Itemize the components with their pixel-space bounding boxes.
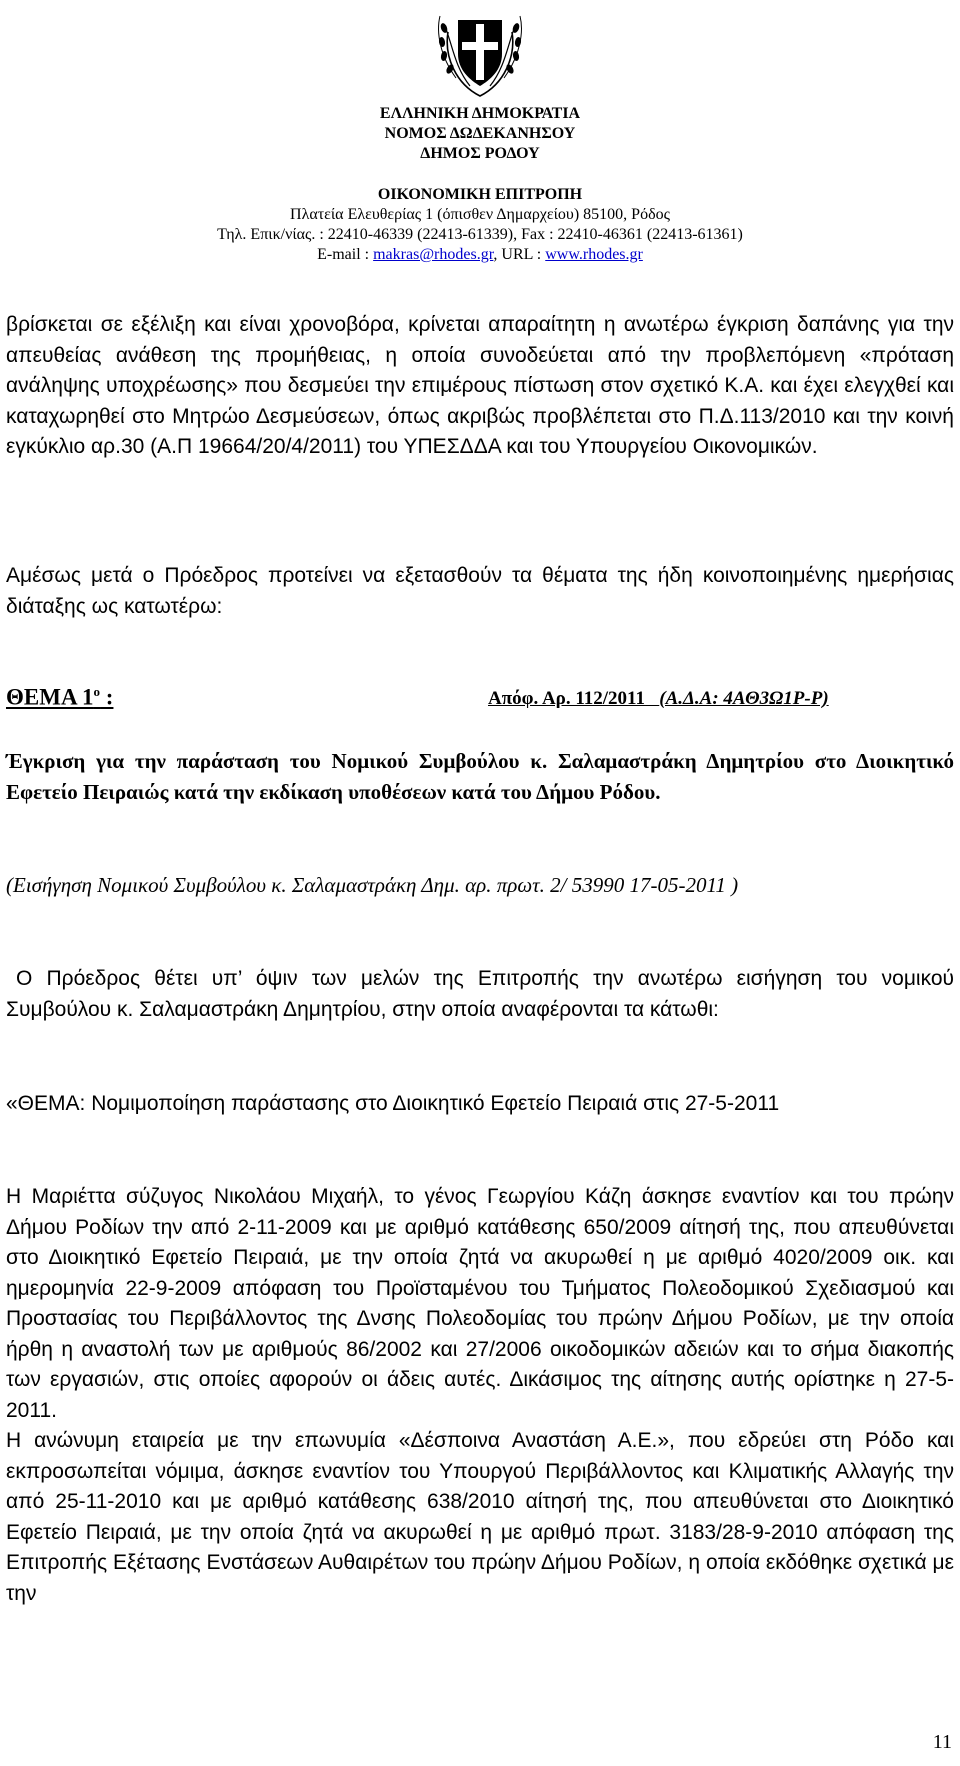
paragraph-case-2: Η ανώνυμη εταιρεία με την επωνυμία «Δέσποινα Αναστάση Α.Ε.», που εδρεύει στη Ρόδο και εκπροσωπείται νόμιμα, άσκησε εναντίον του Υπουργού Περιβάλλοντος και Κλιματικής Αλλαγής την από 25-11-2010 και με αριθμό κατάθεσης 638/2010 αίτησή της, που απευθύνεται στο Διοικητικό Εφετείο Πειραιά, με την οποία ζητά να ακυρωθεί η με αριθμό πρωτ. 3183/28-9-2010 απόφαση της Επιτροπής Εξέτασης Ενστάσεων Αυθαιρέτων του πρώην Δήμου Ροδίων, η οποία εκδόθηκε σχετικά με την	[6, 1429, 954, 1605]
ada-code: (Α.Δ.Α: 4ΑΘ3Ω1Ρ-Ρ)	[659, 688, 829, 709]
municipality-line: ΔΗΜΟΣ ΡΟΔΟΥ	[420, 145, 540, 162]
prefecture-line: ΝΟΜΟΣ ΔΩΔΕΚΑΝΗΣΟΥ	[384, 125, 576, 142]
topic-subject: Έγκριση για την παράσταση του Νομικού Συμβούλου κ. Σαλαμαστράκη Δημητρίου στο Διοικητικό Εφετείο Πειραιώς κατά την εκδίκαση υποθέσεων κατά του Δήμου Ρόδου.	[6, 749, 954, 804]
paragraph-agenda-intro: Αμέσως μετά ο Πρόεδρος προτείνει να εξετασθούν τα θέματα της ήδη κοινοποιημένης ημερήσιας διάταξης ως κατωτέρω:	[6, 564, 954, 618]
proposal-reference: (Εισήγηση Νομικού Συμβούλου κ. Σαλαμαστράκη Δημ. αρ. πρωτ. 2/ 53990 17-05-2011 )	[6, 873, 739, 897]
website-link[interactable]: www.rhodes.gr	[545, 246, 643, 263]
committee-title: ΟΙΚΟΝΟΜΙΚΗ ΕΠΙΤΡΟΠΗ	[377, 186, 583, 203]
page-number: 11	[932, 1731, 952, 1753]
greek-coat-of-arms-emblem	[430, 2, 530, 102]
paragraph-theme: «ΘΕΜΑ: Νομιμοποίηση παράστασης στο Διοικητικό Εφετείο Πειραιά στις 27-5-2011	[6, 1092, 780, 1115]
committee-header	[150, 185, 810, 265]
paragraph-president: Ο Πρόεδρος θέτει υπ’ όψιν των μελών της Επιτροπής την ανωτέρω εισήγηση του νομικού Συμβούλου κ. Σαλαμαστράκη Δημητρίου, στην οποία αναφέρονται τα κάτωθι:	[6, 967, 954, 1021]
decision-number: Απόφ. Αρ. 112/2011	[488, 688, 646, 709]
topic-number: ΘΕΜΑ $1^o$ :	[6, 684, 114, 710]
case-description	[6, 1182, 954, 1609]
url-label: , URL :	[493, 246, 546, 263]
email-link[interactable]: makras@rhodes.gr	[373, 246, 494, 263]
contact-line	[150, 245, 810, 265]
phone-line: Τηλ. Επικ/νίας. : 22410-46339 (22413-61339), Fax : 22410-46361 (22413-61361)	[217, 226, 743, 243]
paragraph-continuation: βρίσκεται σε εξέλιξη και είναι χρονοβόρα, κρίνεται απαραίτητη η ανωτέρω έγκριση δαπάνης για την απευθείας ανάθεση της προμήθειας, η οποία συνοδεύεται από την προβλεπόμενη «πρόταση ανάληψης υποχρέωσης» που δεσμεύει την επιμέρους πίστωση στον σχετικό Κ.Α. και έχει ελεγχθεί και καταχωρηθεί στο Μητρώο Δεσμεύσεων, όπως ακριβώς προβλέπεται στο Π.Δ.113/2010 και την κοινή εγκύκλιο αρ.30 (Α.Π 19664/20/4/2011) του ΥΠΕΣΔΔΑ και του Υπουργείου Οικονομικών.	[6, 313, 954, 458]
issuer-header	[150, 104, 810, 164]
republic-line: ΕΛΛΗΝΙΚΗ ΔΗΜΟΚΡΑΤΙΑ	[379, 105, 581, 122]
paragraph-case-1: Η Μαριέττα σύζυγος Νικολάου Μιχαήλ, το γένος Γεωργίου Κάζη άσκησε εναντίον και του πρώην Δήμου Ροδίων την από 2-11-2009 και με αριθμό κατάθεσης 650/2009 αίτησή της, που απευθύνεται στο Διοικητικό Εφετείο Πειραιά, με την οποία ζητά να ακυρωθεί η με αριθμό 4020/2009 οικ. και ημερομηνία 22-9-2009 απόφαση του Προϊσταμένου του Τμήματος Πολεοδομικού Σχεδιασμού και Προστασίας του Περιβάλλοντος της Δνσης Πολεοδομίας του πρώην Δήμου Ροδίων, με την οποία ήρθη η αναστολή των με αριθμούς 86/2002 και 27/2006 οικοδομικών αδειών και το σήμα διακοπής των εργασιών, στις οποίες αφορούν οι άδεις αυτές. Δικάσιμος της αίτησης αυτής ορίστηκε η 27-5-2011.	[6, 1185, 954, 1422]
email-label: E-mail :	[317, 246, 374, 263]
decision-reference	[488, 688, 829, 710]
address-line: Πλατεία Ελευθερίας 1 (όπισθεν Δημαρχείου) 85100, Ρόδος	[290, 206, 670, 223]
